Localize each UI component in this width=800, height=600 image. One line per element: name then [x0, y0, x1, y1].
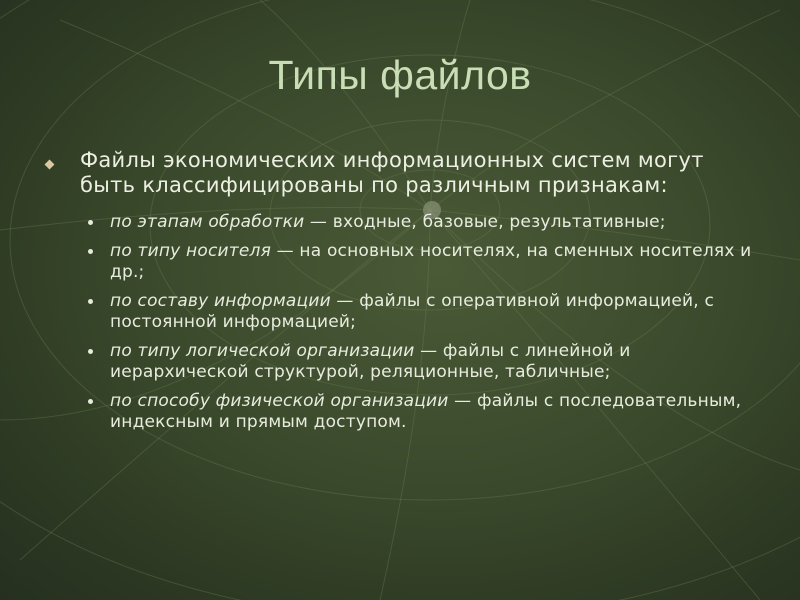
slide-title: Типы файлов — [268, 52, 532, 98]
item-term: по типу носителя — [110, 241, 272, 261]
item-text: — файлы с оперативной информацией, с постоянной информацией; — [110, 291, 715, 332]
dot-bullet-icon — [88, 349, 93, 354]
item-text: — входные, базовые, результативные; — [304, 212, 666, 232]
diamond-bullet-icon — [45, 160, 55, 170]
item-text: — на основных носителях, на сменных носителях и др.; — [110, 241, 752, 282]
sub-bullet-list — [44, 212, 764, 433]
intro-text: Файлы экономических информационных систем могут быть классифицированы по различным признакам: — [80, 148, 704, 197]
item-text: — файлы с последовательным, индексным и прямым доступом. — [110, 391, 742, 432]
dot-bullet-icon — [88, 299, 93, 304]
item-term: по этапам обработки — [110, 212, 305, 232]
list-item — [80, 241, 764, 283]
list-item — [80, 341, 764, 383]
item-term: по способу физической организации — [110, 391, 449, 411]
main-bullet-item — [44, 148, 764, 198]
item-text: — файлы с линейной и иерархической структурой, реляционные, табличные; — [110, 341, 631, 382]
item-term: по составу информации — [110, 291, 331, 311]
dot-bullet-icon — [88, 399, 93, 404]
list-item — [80, 391, 764, 433]
item-term: по типу логической организации — [110, 341, 415, 361]
list-item — [80, 212, 764, 233]
list-item — [80, 291, 764, 333]
slide-content — [44, 148, 764, 441]
dot-bullet-icon — [88, 249, 93, 254]
dot-bullet-icon — [88, 220, 93, 225]
